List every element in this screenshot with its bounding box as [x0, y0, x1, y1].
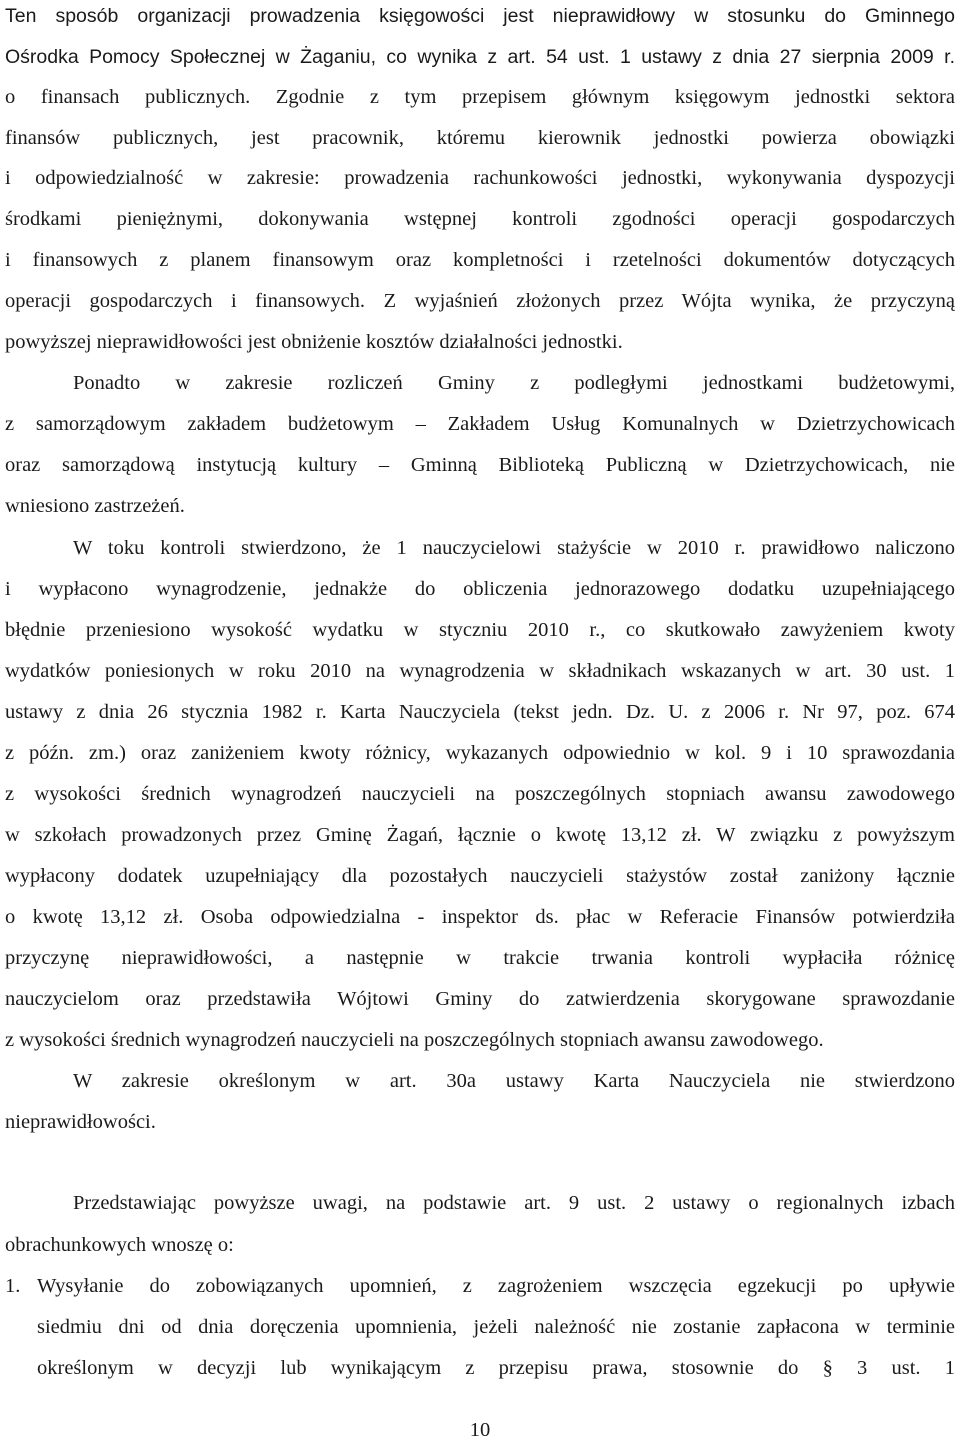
text-line: Ten sposób organizacji prowadzenia księgowości jest nieprawidłowy w stosunku do Gminnego [5, 5, 955, 27]
text-line: wypłacony dodatek uzupełniający dla pozostałych nauczycieli stażystów został zaniżony łącznie [5, 865, 955, 887]
text-line: z samorządowym zakładem budżetowym – Zakładem Usług Komunalnych w Dzietrzychowicach [5, 413, 955, 435]
text-line: nieprawidłowości. [5, 1111, 156, 1133]
text-line: wniesiono zastrzeżeń. [5, 495, 185, 517]
text-line: obrachunkowych wnoszę o: [5, 1234, 234, 1256]
text-line: Ośrodka Pomocy Społecznej w Żaganiu, co wynika z art. 54 ust. 1 ustawy z dnia 27 sierpnia 2009 r. [5, 46, 955, 68]
text-line: o finansach publicznych. Zgodnie z tym przepisem głównym księgowym jednostki sektora [5, 86, 955, 108]
text-line: i odpowiedzialność w zakresie: prowadzenia rachunkowości jednostki, wykonywania dyspozycji [5, 167, 955, 189]
list-item-line: Wysyłanie do zobowiązanych upomnień, z zagrożeniem wszczęcia egzekucji po upływie [37, 1275, 955, 1297]
text-line: ustawy z dnia 26 stycznia 1982 r. Karta Nauczyciela (tekst jedn. Dz. U. z 2006 r. Nr 97, poz. 674 [5, 701, 955, 723]
text-line: operacji gospodarczych i finansowych. Z wyjaśnień złożonych przez Wójta wynika, że przyczyną [5, 290, 955, 312]
text-line: przyczynę nieprawidłowości, a następnie w trakcie trwania kontroli wypłaciła różnicę [5, 947, 955, 969]
list-item-line: określonym w decyzji lub wynikającym z przepisu prawa, stosownie do § 3 ust. 1 [37, 1357, 955, 1379]
list-item-line: siedmiu dni od dnia doręczenia upomnienia, jeżeli należność nie zostanie zapłacona w terminie [37, 1316, 955, 1338]
text-line: i finansowych z planem finansowym oraz kompletności i rzetelności dokumentów dotyczących [5, 249, 955, 271]
text-line: o kwotę 13,12 zł. Osoba odpowiedzialna - inspektor ds. płac w Referacie Finansów potwierdziła [5, 906, 955, 928]
text-line: powyższej nieprawidłowości jest obniżenie kosztów działalności jednostki. [5, 331, 623, 353]
text-line: wydatków poniesionych w roku 2010 na wynagrodzenia w składnikach wskazanych w art. 30 ust. 1 [5, 660, 955, 682]
text-line: nauczycielom oraz przedstawiła Wójtowi Gminy do zatwierdzenia skorygowane sprawozdanie [5, 988, 955, 1010]
text-line: Ponadto w zakresie rozliczeń Gminy z podległymi jednostkami budżetowymi, [73, 372, 955, 394]
text-line: z wysokości średnich wynagrodzeń nauczycieli na poszczególnych stopniach awansu zawodowego [5, 783, 955, 805]
text-line: Przedstawiając powyższe uwagi, na podstawie art. 9 ust. 2 ustawy o regionalnych izbach [73, 1192, 955, 1214]
page-number: 10 [469, 1419, 491, 1441]
text-line: środkami pieniężnymi, dokonywania wstępnej kontroli zgodności operacji gospodarczych [5, 208, 955, 230]
text-line: finansów publicznych, jest pracownik, któremu kierownik jednostki powierza obowiązki [5, 127, 955, 149]
text-line: błędnie przeniesiono wysokość wydatku w styczniu 2010 r., co skutkowało zawyżeniem kwoty [5, 619, 955, 641]
list-number: 1. [5, 1275, 21, 1297]
text-line: w szkołach prowadzonych przez Gminę Żagań, łącznie o kwotę 13,12 zł. W związku z powyższym [5, 824, 955, 846]
text-line: W toku kontroli stwierdzono, że 1 nauczycielowi stażyście w 2010 r. prawidłowo naliczono [73, 537, 955, 559]
text-line: i wypłacono wynagrodzenie, jednakże do obliczenia jednorazowego dodatku uzupełniającego [5, 578, 955, 600]
text-line: z wysokości średnich wynagrodzeń nauczycieli na poszczególnych stopniach awansu zawodowego. [5, 1029, 824, 1051]
text-line: W zakresie określonym w art. 30a ustawy Karta Nauczyciela nie stwierdzono [73, 1070, 955, 1092]
text-line: z późn. zm.) oraz zaniżeniem kwoty różnicy, wykazanych odpowiednio w kol. 9 i 10 sprawozdania [5, 742, 955, 764]
text-line: oraz samorządową instytucją kultury – Gminną Biblioteką Publiczną w Dzietrzychowicach, nie [5, 454, 955, 476]
